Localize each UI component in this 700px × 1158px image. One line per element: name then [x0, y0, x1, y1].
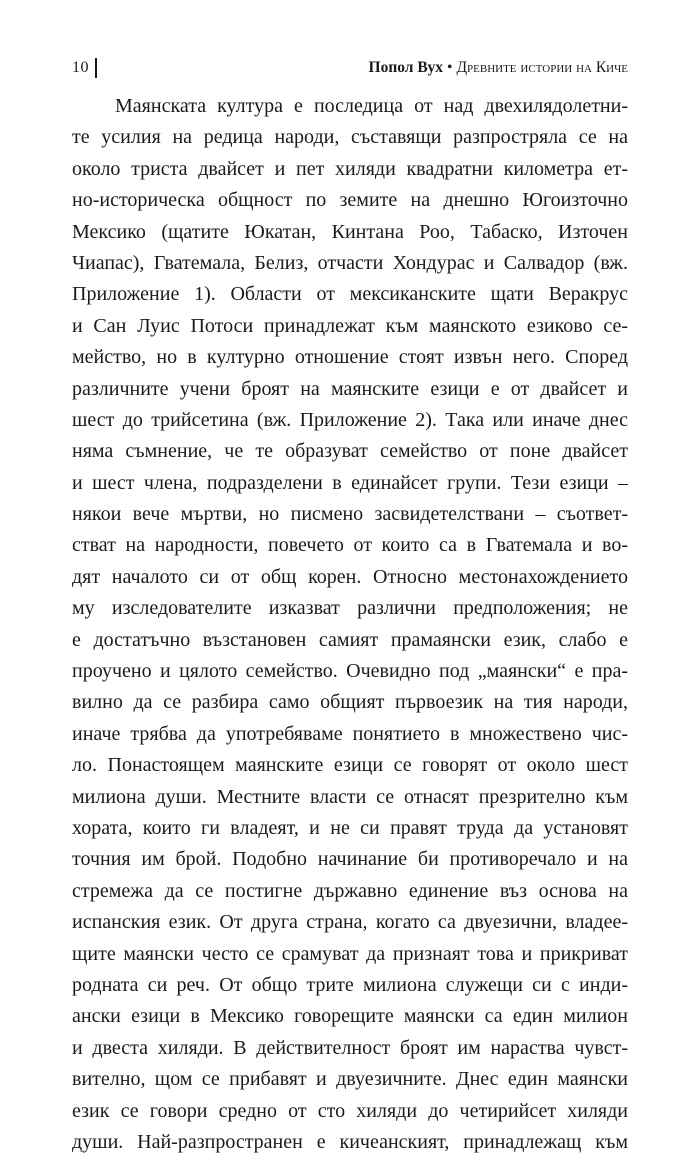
- text-line: вително, щом се прибавят и двуезичните. Днес един маянски: [72, 1068, 628, 1091]
- text-line: около триста двайсет и пет хиляди квадратни километра ет-: [72, 157, 628, 180]
- text-line: испанския език. От друга страна, когато са двуезични, владее-: [72, 911, 628, 934]
- text-line: и двеста хиляди. В действителност броят им нараства чувст-: [72, 1036, 628, 1059]
- text-line: ло. Понастоящем маянските езици се говорят от около шест: [72, 754, 628, 777]
- text-line: родната си реч. От общо трите милиона служещи си с инди-: [72, 973, 628, 996]
- text-line: милиона души. Местните власти се отнасят презрително към: [72, 785, 628, 808]
- text-line: стват на народности, повечето от които са в Гватемала и во-: [72, 534, 628, 557]
- page-number: 10: [72, 59, 89, 76]
- text-line: щите маянски често се срамуват да признаят това и прикриват: [72, 942, 628, 965]
- text-line: Мексико (щатите Юкатан, Кинтана Роо, Табаско, Източен: [72, 220, 628, 243]
- body-text: [72, 91, 628, 1158]
- text-line: проучено и цялото семейство. Очевидно под „маянски“ е пра-: [72, 660, 628, 683]
- text-line: мейство, но в културно отношение стоят извън него. Според: [72, 346, 628, 369]
- text-line: някои вече мъртви, но писмено засвидетелствани – съответ-: [72, 503, 628, 526]
- running-head-author: Попол Вух: [368, 59, 444, 76]
- text-line: е достатъчно възстановен самият прамаянски език, слабо е: [72, 628, 628, 651]
- page-number-block: [72, 58, 97, 78]
- text-line: език се говори средно от сто хиляди до четирийсет хиляди: [72, 1099, 628, 1122]
- text-line: Маянската култура е последица от над двехилядолетни-: [115, 95, 628, 117]
- text-line: иначе трябва да употребяваме понятието в множествено чис-: [72, 722, 628, 745]
- running-head-separator: •: [447, 59, 453, 76]
- text-line: хората, които ги владеят, и не си правят труда да установят: [72, 816, 628, 839]
- text-line: души. Най-разпространен е кичеанският, принадлежащ към: [72, 1130, 628, 1153]
- text-line: няма съмнение, че те образуват семейство от поне двайсет: [72, 440, 628, 463]
- text-line: Приложение 1). Области от мексиканските щати Веракрус: [72, 283, 628, 306]
- vertical-rule: [95, 58, 97, 78]
- running-head-title: Древните истории на Киче: [456, 59, 628, 76]
- text-line: дят началото си от общ корен. Относно местонахождението: [72, 565, 628, 588]
- text-line: и шест члена, подразделени в единайсет групи. Тези езици –: [72, 471, 628, 494]
- text-line: точния им брой. Подобно начинание би противоречало и на: [72, 848, 628, 871]
- text-line: му изследователите изказват различни предположения; не: [72, 597, 628, 620]
- text-line: различните учени броят на маянските езици е от двайсет и: [72, 377, 628, 400]
- running-head: [369, 59, 628, 77]
- text-line: вилно да се разбира само общият първоезик на тия народи,: [72, 691, 628, 714]
- text-line: те усилия на редица народи, съставящи разпростряла се на: [72, 126, 628, 149]
- text-line: Чиапас), Гватемала, Белиз, отчасти Хондурас и Салвадор (вж.: [72, 251, 628, 274]
- text-line: и Сан Луис Потоси принадлежат към маянското езиково се-: [72, 314, 628, 337]
- page-header: [72, 56, 628, 80]
- text-line: стремежа да се постигне държавно единение въз основа на: [72, 879, 628, 902]
- text-line: ански езици в Мексико говорещите маянски са един милион: [72, 1005, 628, 1028]
- text-line: шест до трийсетина (вж. Приложение 2). Така или иначе днес: [72, 408, 628, 431]
- text-line: но-историческа общност по земите на днешно Югоизточно: [72, 189, 628, 212]
